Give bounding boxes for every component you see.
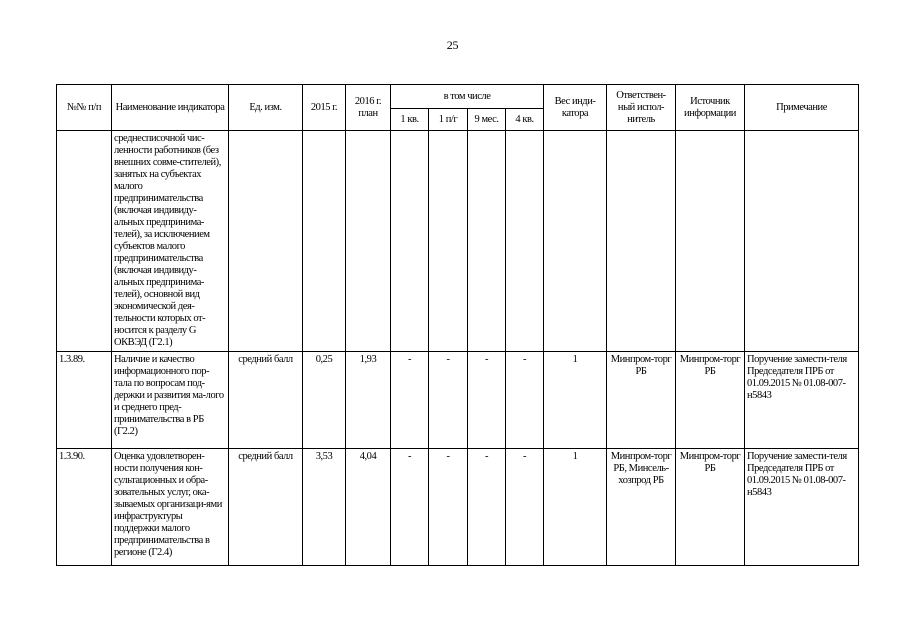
header-9m: 9 мес.	[468, 109, 506, 131]
header-2015: 2015 г.	[303, 85, 346, 131]
cell-name: Наличие и качество информационного пор-тала по вопросам под-держки и развития ма-лого и среднего пред-принимательства в РБ (Г2.2)	[112, 352, 229, 449]
cell-name: Оценка удовлетворен-ности получения кон-сультационных и обра-зовательных услуг, ока-зываемых организаци-ями инфраструктуры поддержки малого предпринимательства в регионе (Г2.4)	[112, 449, 229, 566]
cell-note	[745, 131, 859, 352]
cell-2016	[346, 131, 391, 352]
table-header	[57, 85, 859, 131]
cell-q4	[506, 131, 544, 352]
header-q4: 4 кв.	[506, 109, 544, 131]
cell-9m: -	[468, 352, 506, 449]
cell-name: среднесписочной чис-ленности работников (без внешних совме-стителей), занятых на субъектах малого предпринимательства (включая индивиду-альных предпринима-телей), за исключением субъектов малого предпринимательства (включая индивиду-альных предпринима-телей), основной вид экономической дея-тельности которых от-носится к разделу G ОКВЭД (Г2.1)	[112, 131, 229, 352]
cell-note: Поручение замести-теля Председателя ПРБ от 01.09.2015 № 01.08-007-н5843	[745, 449, 859, 566]
cell-source: Минпром-торг РБ	[676, 449, 745, 566]
header-source: Источник информации	[676, 85, 745, 131]
header-2016-plan: 2016 г. план	[346, 85, 391, 131]
cell-h1: -	[429, 449, 468, 566]
header-name: Наименование индикатора	[112, 85, 229, 131]
header-note: Примечание	[745, 85, 859, 131]
cell-9m	[468, 131, 506, 352]
header-executor: Ответствен-ный испол-нитель	[607, 85, 676, 131]
table-row	[57, 131, 859, 352]
cell-note: Поручение замести-теля Председателя ПРБ от 01.09.2015 № 01.08-007-н5843	[745, 352, 859, 449]
cell-executor	[607, 131, 676, 352]
cell-num: 1.3.90.	[57, 449, 112, 566]
header-including: в том числе	[391, 85, 544, 109]
cell-h1	[429, 131, 468, 352]
cell-2016: 1,93	[346, 352, 391, 449]
cell-q4: -	[506, 352, 544, 449]
cell-2016: 4,04	[346, 449, 391, 566]
header-q1: 1 кв.	[391, 109, 429, 131]
cell-weight: 1	[544, 352, 607, 449]
cell-num: 1.3.89.	[57, 352, 112, 449]
cell-9m: -	[468, 449, 506, 566]
cell-q1	[391, 131, 429, 352]
cell-unit	[229, 131, 303, 352]
cell-unit: средний балл	[229, 449, 303, 566]
cell-num	[57, 131, 112, 352]
header-num: №№ п/п	[57, 85, 112, 131]
cell-source: Минпром-торг РБ	[676, 352, 745, 449]
header-h1: 1 п/г	[429, 109, 468, 131]
cell-executor: Минпром-торг РБ	[607, 352, 676, 449]
header-weight: Вес инди-катора	[544, 85, 607, 131]
cell-2015: 3,53	[303, 449, 346, 566]
header-unit: Ед. изм.	[229, 85, 303, 131]
cell-q4: -	[506, 449, 544, 566]
cell-q1: -	[391, 352, 429, 449]
cell-unit: средний балл	[229, 352, 303, 449]
cell-2015: 0,25	[303, 352, 346, 449]
cell-q1: -	[391, 449, 429, 566]
table-row	[57, 449, 859, 566]
cell-weight	[544, 131, 607, 352]
indicator-table	[56, 84, 859, 566]
cell-h1: -	[429, 352, 468, 449]
page-number: 25	[446, 38, 459, 52]
cell-executor: Минпром-торг РБ, Минсель-хозпрод РБ	[607, 449, 676, 566]
cell-source	[676, 131, 745, 352]
cell-2015	[303, 131, 346, 352]
table-row	[57, 352, 859, 449]
cell-weight: 1	[544, 449, 607, 566]
